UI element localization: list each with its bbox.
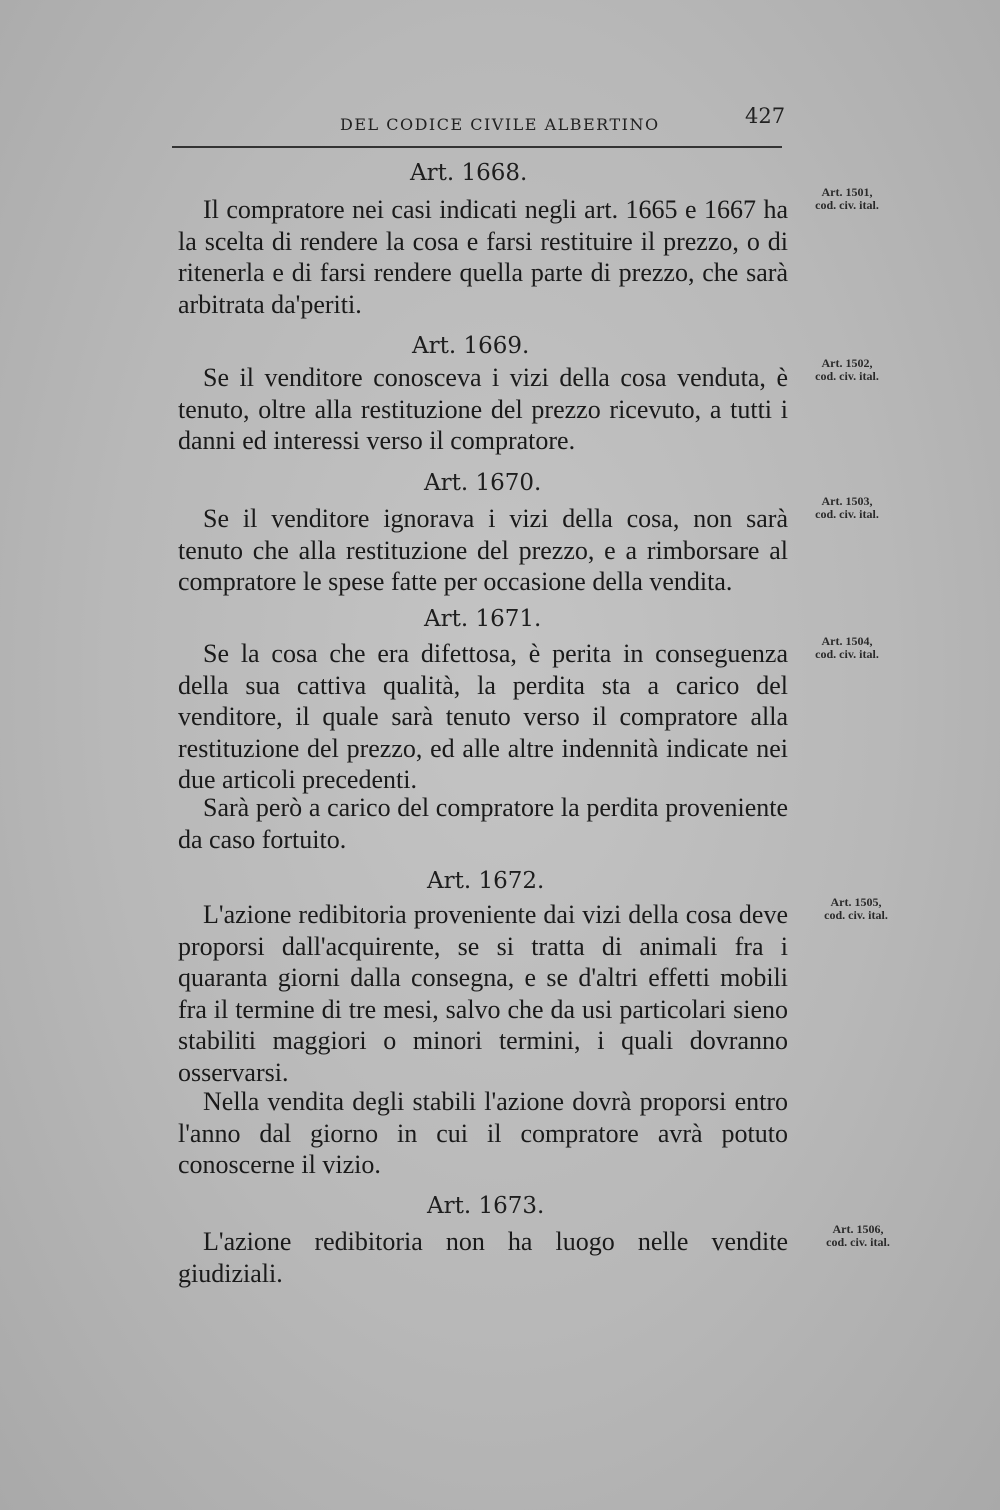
article-text-1672-second: Nella vendita degli stabili l'azione dovrà proporsi entro l'anno dal giorno in cui il compratore avrà potuto conoscerne il vizio. xyxy=(178,1087,788,1179)
article-text-1673: L'azione redibitoria non ha luogo nelle vendite giudiziali. xyxy=(178,1227,788,1288)
margin-note-1672 xyxy=(806,896,906,922)
margin-note-1673 xyxy=(808,1223,908,1249)
margin-note-1670 xyxy=(797,495,897,521)
header-rule xyxy=(172,146,782,148)
margin-note-1671 xyxy=(797,635,897,661)
running-head: DEL CODICE CIVILE ALBERTINO xyxy=(340,115,660,134)
article-heading-1670: Art. 1670. xyxy=(424,470,542,496)
margin-note-article: Art. 1504, xyxy=(821,634,873,648)
article-text-1671: Se la cosa che era difettosa, è perita in conseguenza della sua cattiva qualità, la perdita sta a carico del venditore, il quale sarà tenuto verso il compratore alla restituzione del prezzo, ed alle altre indennità indicate nei due articoli precedenti. xyxy=(178,639,788,794)
margin-note-1669 xyxy=(797,357,897,383)
article-text-1668: Il compratore nei casi indicati negli art. 1665 e 1667 ha la scelta di rendere la cosa e farsi restituire il prezzo, o di ritenerla e di farsi rendere quella parte di prezzo, che sarà arbitrata da'periti. xyxy=(178,195,788,319)
article-text-1672: L'azione redibitoria proveniente dai vizi della cosa deve proporsi dall'acquirente, se si tratta di animali fra i quaranta giorni dalla consegna, e se d'altri effetti mobili fra il termine di tre mesi, salvo che da usi particolari sieno stabiliti maggiori o minori termini, i quali dovranno osservarsi. xyxy=(178,900,788,1087)
margin-note-code: cod. civ. ital. xyxy=(815,198,879,212)
margin-note-article: Art. 1506, xyxy=(832,1222,884,1236)
article-heading-1671: Art. 1671. xyxy=(424,606,542,632)
margin-note-code: cod. civ. ital. xyxy=(815,647,879,661)
article-text-1671-second: Sarà però a carico del compratore la perdita proveniente da caso fortuito. xyxy=(178,793,788,854)
article-heading-1668: Art. 1668. xyxy=(410,160,528,186)
margin-note-code: cod. civ. ital. xyxy=(815,369,879,383)
margin-note-article: Art. 1503, xyxy=(821,494,873,508)
article-text-1669: Se il venditore conosceva i vizi della cosa venduta, è tenuto, oltre alla restituzione del prezzo ricevuto, a tutti i danni ed interessi verso il compratore. xyxy=(178,363,788,455)
article-heading-1669: Art. 1669. xyxy=(412,333,530,359)
margin-note-article: Art. 1505, xyxy=(830,895,882,909)
margin-note-article: Art. 1502, xyxy=(821,356,873,370)
article-text-1670: Se il venditore ignorava i vizi della cosa, non sarà tenuto che alla restituzione del prezzo, e a rimborsare al compratore le spese fatte per occasione della vendita. xyxy=(178,504,788,596)
page-number: 427 xyxy=(745,104,786,128)
margin-note-1668 xyxy=(797,186,897,212)
margin-note-code: cod. civ. ital. xyxy=(826,1235,890,1249)
article-heading-1672: Art. 1672. xyxy=(427,868,545,894)
article-heading-1673: Art. 1673. xyxy=(427,1193,545,1219)
margin-note-code: cod. civ. ital. xyxy=(815,507,879,521)
margin-note-article: Art. 1501, xyxy=(821,185,873,199)
margin-note-code: cod. civ. ital. xyxy=(824,908,888,922)
